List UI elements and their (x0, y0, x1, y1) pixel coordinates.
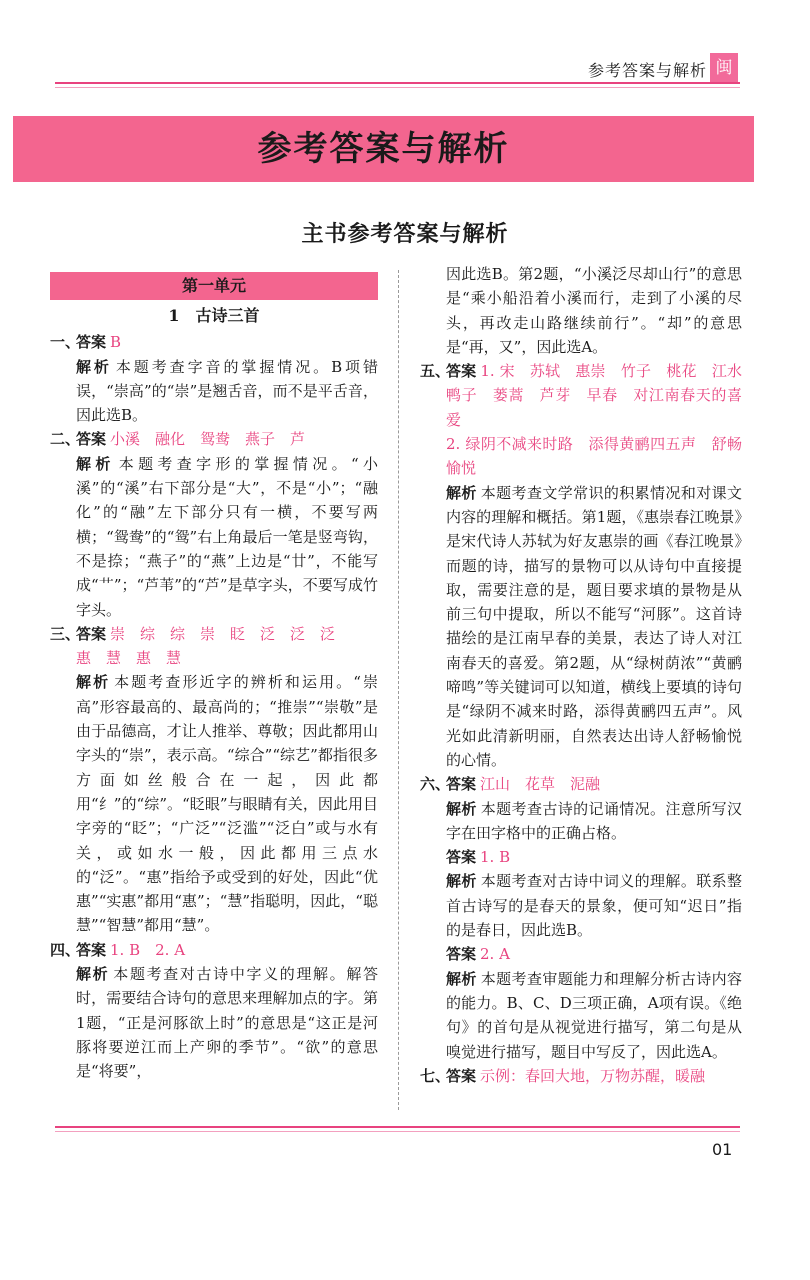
unit-heading: 第一单元 (50, 272, 378, 300)
question-number: 二、 (50, 430, 81, 449)
question-5 (420, 359, 757, 432)
sub-answer-2 (420, 942, 742, 966)
analysis-text: 本题考查字形的掌握情况。“小溪”的“溪”右下部分是“大”，不是“小”；“融化”的“融”左下部分只有一横，不要写两横；“鸳鸯”的“鸳”右上角最后一笔是竖弯钩，不是捺；“燕子”的“燕”上边是“廿”，不能写成“艹”；“芦苇”的“芦”是草字头，不要写成竹字头。 (76, 454, 378, 619)
analysis-label: 解析 (446, 799, 477, 818)
answer-text-2: 2. 绿阴不减来时路 添得黄鹂四五声 舒畅愉悦 (446, 435, 742, 478)
analysis-label: 解析 (446, 969, 477, 988)
analysis-block-split (50, 962, 378, 1083)
analysis-text: 本题考查古诗的记诵情况。注意所写汉字在田字格中的正确占格。 (446, 799, 742, 842)
analysis-label: 解析 (76, 673, 111, 692)
banner-title: 参考答案与解析 (13, 116, 754, 182)
answer-label: 答案 (76, 333, 107, 352)
question-6 (420, 772, 742, 796)
question-1 (50, 330, 378, 354)
analysis-text: 本题考查对古诗中词义的理解。联系整首古诗写的是春天的景象，便可知“迟日”指的是春日，因此选B。 (446, 872, 742, 940)
header-badge: 闽 (710, 53, 738, 83)
answer-label: 答案 (446, 362, 477, 381)
analysis-text: 本题考查审题能力和理解分析古诗内容的能力。B、C、D三项正确，A项有误。《绝句》的首句是从视觉进行描写，第二句是从嗅觉进行描写，题目中写反了，因此选A。 (446, 969, 742, 1061)
answer-label: 答案 (76, 624, 107, 643)
answer-text: 崇 综 综 崇 眨 泛 泛 泛 (110, 624, 336, 643)
question-7 (420, 1064, 742, 1088)
question-number: 一、 (50, 333, 81, 352)
answer-text: 示例：春回大地，万物苏醒，暖融 (480, 1066, 706, 1085)
analysis-label: 解析 (76, 454, 115, 473)
section-title: 主书参考答案与解析 (301, 221, 509, 247)
footer-rule (55, 1126, 740, 1128)
answer-label: 答案 (76, 430, 107, 449)
question-2 (50, 427, 378, 451)
analysis-block (420, 481, 742, 773)
question-4 (50, 938, 378, 962)
footer-rule-thin (55, 1131, 740, 1132)
header-rule (55, 82, 740, 84)
analysis-continuation (420, 262, 742, 359)
analysis-block (420, 869, 742, 942)
lesson-title: 1 古诗三首 (168, 306, 260, 325)
answer-text: 江山 花草 泥融 (480, 775, 601, 794)
analysis-text: 本题考查形近字的辨析和运用。“崇高”形容最高的、最高尚的；“推崇”“崇敬”是由于品德高，才让人推举、尊敬；因此都用山字头的“崇”，表示高。“综合”“综艺”都指很多方面如丝般合在一起，因此都用“纟”的“综”。“眨眼”与眼睛有关，因此用目字旁的“眨”；“广泛”“泛滥”“泛白”或与水有关，或如水一般，因此都用三点水的“泛”。“惠”指给予或受到的好处，因此“优惠”“实惠”都用“惠”；“慧”指聪明，因此，“聪慧”“智慧”都用“慧”。 (76, 673, 378, 935)
answer-label: 答案 (76, 940, 107, 959)
analysis-text: 本题考查字音的掌握情况。B项错误，“崇高”的“崇”是翘舌音，而不是平舌音，因此选B。 (76, 357, 378, 425)
header-rule-thin (55, 87, 740, 88)
answer-label: 答案 (446, 775, 477, 794)
analysis-text: 本题考查对古诗中字义的理解。解答时，需要结合诗句的意思来理解加点的字。第1题，“正是河豚欲上时”的意思是“这正是河豚将要逆江而上产卵的季节”。“欲”的意思是“将要”， (76, 965, 378, 1081)
analysis-block (50, 452, 378, 622)
answer-text: 1. 宋 苏轼 惠崇 竹子 桃花 江水 鸭子 蒌蒿 芦芽 早春 对江南春天的喜爱 (446, 362, 757, 429)
answer-text: B (110, 333, 122, 352)
analysis-block (420, 967, 742, 1064)
sub-answer-1 (420, 845, 742, 869)
question-number: 五、 (420, 362, 451, 381)
answer-text: 1. B (480, 848, 511, 867)
analysis-label: 解析 (446, 483, 477, 502)
page-number: 01 (712, 1140, 733, 1159)
answer-label: 答案 (446, 945, 477, 964)
analysis-label: 解析 (446, 872, 477, 891)
right-column (420, 262, 757, 1088)
answer-text-2: 惠 慧 惠 慧 (76, 649, 182, 668)
question-number: 四、 (50, 940, 81, 959)
question-number: 六、 (420, 775, 451, 794)
analysis-text: 本题考查文学常识的积累情况和对课文内容的理解和概括。第1题，《惠崇春江晚景》是宋代诗人苏轼为好友惠崇的画《春江晚景》而题的诗，描写的景物可以从诗句中直接提取，需要注意的是，题目要求填的景物是从前三句中提取，所以不能写“河豚”。这首诗描绘的是江南早春的美景，表达了诗人对江南春天的喜爱。第2题，从“绿树荫浓”“黄鹂啼鸣”等关键词可以知道，横线上要填的诗句是“绿阴不减来时路，添得黄鹂四五声”。风光如此清新明丽，自然表达出诗人舒畅愉悦的心情。 (446, 483, 742, 769)
question-3 (50, 622, 378, 671)
column-divider (398, 270, 399, 1110)
answer-text: 1. B 2. A (110, 940, 186, 959)
analysis-label: 解析 (76, 965, 110, 984)
analysis-block (420, 797, 742, 846)
question-number: 七、 (420, 1066, 451, 1085)
answer-label: 答案 (446, 1066, 477, 1085)
question-number: 三、 (50, 624, 81, 643)
analysis-block (50, 355, 378, 428)
left-column (50, 272, 378, 1084)
answer-text: 小溪 融化 鸳鸯 燕子 芦 (110, 430, 306, 449)
analysis-text-continued: 因此选B。第2题，“小溪泛尽却山行”的意思是“乘小船沿着小溪而行，走到了小溪的尽头，再改走山路继续前行”。“却”的意思是“再，又”，因此选A。 (446, 265, 742, 356)
analysis-label: 解析 (76, 357, 112, 376)
answer-label: 答案 (446, 848, 477, 867)
header-label: 参考答案与解析 (588, 61, 708, 80)
answer-text: 2. A (480, 945, 510, 964)
analysis-block (50, 670, 378, 937)
